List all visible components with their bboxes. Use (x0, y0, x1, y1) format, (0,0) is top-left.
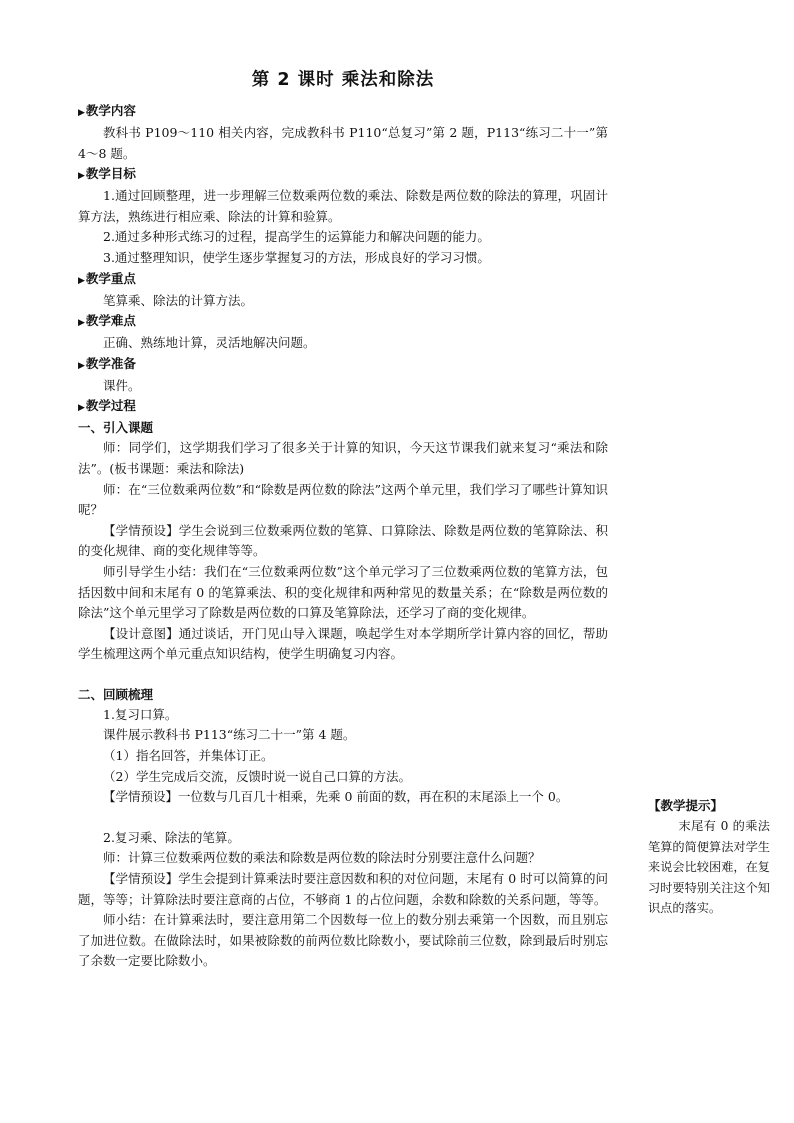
preparation-paragraph: 课件。 (103, 377, 141, 393)
section-heading-label: 教学准备 (85, 355, 136, 371)
bullet-arrow-icon: ▶ (78, 360, 85, 371)
intro-paragraph-4: 师引导学生小结：我们在“三位数乘两位数”这个单元学习了三位数乘两位数的笔算方法，包括因数中间和末尾有 0 的笔算乘法、积的变化规律和两种常见的数量关系；在“除数是两位数的除法”这个单元里学习了除数是两位数的口算及笔算除法，还学习了商的变化规律。 (78, 563, 608, 621)
section-heading-label: 教学目标 (85, 166, 136, 182)
section-heading-label: 教学重点 (85, 270, 136, 286)
intro-paragraph-5: 【设计意图】通过谈话，开门见山导入课题，唤起学生对本学期所学计算内容的回忆，帮助学生梳理这两个单元重点知识结构，使学生明确复习内容。 (78, 625, 608, 662)
content-paragraph: 教科书 P109～110 相关内容，完成教科书 P110“总复习”第 2 题，P113“练习二十一”第 4～8 题。 (78, 125, 608, 161)
lesson-plan-body (78, 66, 608, 972)
review-paragraph-6: 2.复习乘、除法的笔算。 (103, 829, 240, 845)
bullet-arrow-icon: ▶ (78, 403, 85, 414)
section-heading-key-points (78, 269, 608, 291)
key-points-paragraph: 笔算乘、除法的计算方法。 (103, 292, 254, 308)
section-heading-difficulties (78, 311, 608, 333)
paragraph-gap (78, 665, 608, 685)
section-heading-label: 教学内容 (85, 103, 136, 118)
section-heading-label: 教学过程 (85, 398, 136, 414)
review-paragraph-1: 1.复习口算。 (103, 706, 178, 722)
bullet-arrow-icon: ▶ (78, 171, 85, 182)
review-paragraph-8: 【学情预设】学生会提到计算乘法时要注意因数和积的对位问题，末尾有 0 时可以简算的问题，等等；计算除法时要注意商的占位，不够商 1 的占位问题，余数和除数的关系问题，等等。 (78, 871, 608, 907)
section-heading-process (78, 396, 608, 418)
teaching-tip-heading: 【教学提示】 (648, 798, 724, 813)
intro-paragraph-2: 师：在“三位数乘两位数”和“除数是两位数的除法”这两个单元里，我们学习了哪些计算知识呢？ (78, 481, 608, 518)
review-paragraph-5: 【学情预设】一位数与几百几十相乘，先乘 0 前面的数，再在积的末尾添上一个 0。 (103, 789, 569, 805)
review-paragraph-7: 师：计算三位数乘两位数的乘法和除数是两位数的除法时分别要注意什么问题？ (103, 850, 541, 866)
goal-item-1: 1.通过回顾整理，进一步理解三位数乘两位数的乘法、除数是两位数的除法的算理，巩固计算方法，熟练进行相应乘、除法的计算和验算。 (78, 188, 608, 224)
bullet-arrow-icon: ▶ (78, 108, 85, 118)
review-paragraph-9: 师小结：在计算乘法时，要注意用第二个因数每一位上的数分别去乘第一个因数，而且别忘了加进位数。在做除法时，如果被除数的前两位数比除数小，要试除前三位数，除到最后时别忘了余数一定要比除数小。 (78, 912, 608, 969)
teaching-tip-text: 末尾有 0 的乘法笔算的简便算法对学生来说会比较困难，在复习时要特别关注这个知识点的落实。 (648, 819, 770, 916)
goal-item-2: 2.通过多种形式练习的过程，提高学生的运算能力和解决问题的能力。 (103, 229, 490, 245)
review-paragraph-4: （2）学生完成后交流，反馈时说一说自己口算的方法。 (103, 768, 411, 784)
page-title: 第 2 课时 乘法和除法 (251, 70, 435, 90)
bullet-arrow-icon: ▶ (78, 318, 85, 329)
goal-item-3: 3.通过整理知识，使学生逐步掌握复习的方法，形成良好的学习习惯。 (103, 249, 490, 265)
part-heading-intro: 一、引入课题 (78, 420, 154, 436)
intro-paragraph-3: 【学情预设】学生会说到三位数乘两位数的笔算、口算除法、除数是两位数的笔算除法、积的变化规律、商的变化规律等等。 (78, 522, 608, 559)
section-heading-label: 教学难点 (85, 313, 136, 329)
bullet-arrow-icon: ▶ (78, 275, 85, 286)
difficulties-paragraph: 正确、熟练地计算，灵活地解决问题。 (103, 335, 316, 351)
paragraph-gap (78, 808, 608, 828)
section-heading-content (78, 101, 608, 123)
part-heading-review: 二、回顾梳理 (78, 686, 154, 702)
section-heading-preparation (78, 354, 608, 376)
section-heading-goals (78, 164, 608, 186)
review-paragraph-2: 课件展示教科书 P113“练习二十一”第 4 题。 (103, 727, 356, 743)
review-paragraph-3: （1）指名回答，并集体订正。 (103, 748, 274, 764)
intro-paragraph-1: 师：同学们，这学期我们学习了很多关于计算的知识，今天这节课我们就来复习“乘法和除法”。(板书课题：乘法和除法) (78, 440, 608, 476)
teaching-tip-sidebar (648, 796, 770, 919)
